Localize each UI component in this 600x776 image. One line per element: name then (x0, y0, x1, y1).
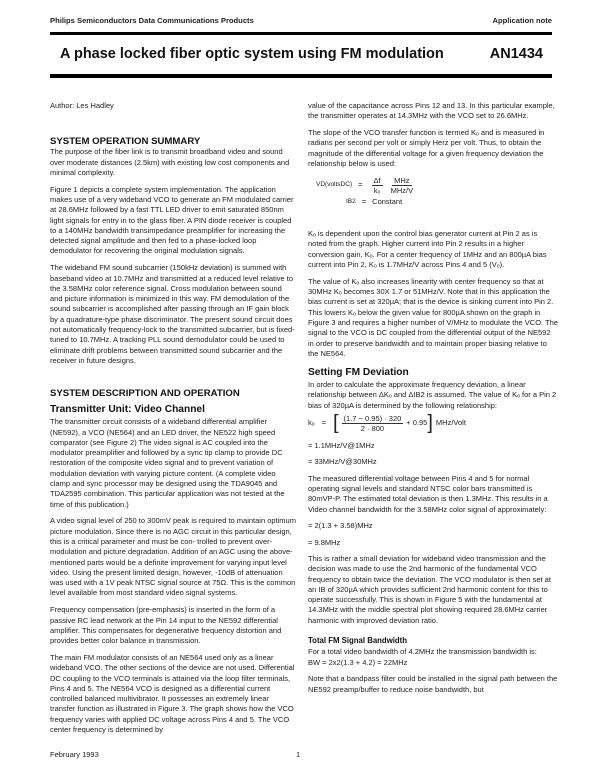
denominator: kₒ (373, 185, 381, 195)
footer-date: February 1993 (50, 750, 99, 759)
eq-lhs: kₒ (308, 417, 315, 427)
paragraph: The main FM modulator consists of an NE564 used only as a linear wideband VCO. The other sections of the device are not used. Differential DC coupling to the VCO terminals is attained via the loop filter terminals, Pins 4 and 5. The NE564 VCO is designed as a differential current controlled balanced multivibrator. It possesses an extremely linear transfer function as illustrated in Figure 3. The graph shows how the VCO frequency varies with applied DC voltage across Pins 4 and 5. The VCO center frequency is determined by (50, 652, 295, 735)
paragraph: A video signal level of 250 to 300mV peak is required to maintain optimum picture modulation. Since there is no AGC circuit in this particular design, this is a critical parameter and must be con- trolled to prevent over-modulation and picture degradation. Addition of an AGC using the above-mentioned parts would be a definite improvement for varying input level video. Using the present limited design, however, -10dB of attenuation was used with a 1V peak NTSC signal source at 75Ω. This is the common level available from most standard video signal systems. (50, 516, 296, 598)
heading-total-fm-bandwidth: Total FM Signal Bandwidth (308, 635, 408, 645)
paragraph: In order to calculate the approximate frequency deviation, a linear relationship between ΔKₒ and ΔIB2 is assumed. The value of Kₒ for a Pin 2 bias of 320µA is determined by the following relationship: (308, 380, 557, 410)
document-title: A phase locked fiber optic system using FM modulation (60, 46, 444, 62)
header-rule (50, 32, 552, 35)
eq-sign: = (321, 417, 326, 427)
result-line: = 1.1MHz/V@1MHz (308, 441, 375, 451)
result-line: = 2(1.3 + 3.58)MHz (308, 521, 373, 531)
eq-sign: = (361, 196, 367, 206)
paragraph: Note that a bandpass filter could be installed in the signal path between the NE592 preamp/buffer to reduce noise bandwidth, but (308, 674, 558, 694)
eq-rhs: Constant (372, 196, 403, 206)
running-header-company: Philips Semiconductors Data Communications Products (50, 16, 254, 25)
paragraph: The purpose of the fiber link is to transmit broadband video and sound over moderate distances (2.5km) with existing low cost components and minimal complexity. (50, 147, 290, 177)
denominator: MHz/V (390, 185, 414, 195)
bandwidth-equation: BW = 2x2(1.3 + 4.2) = 22MHz (308, 657, 408, 667)
paragraph: Frequency compensation (pre-emphasis) is inserted in the form of a passive RC lead network at the Pin 14 input to the NE592 differential amplifier. This compensates for degenerative frequency distortion and provides better color balance in transmission. (50, 605, 282, 646)
paragraph: The slope of the VCO transfer function is termed Kₒ and is measured in radians per second per volt or simply Herz per volt. Thus, to obtain the magnitude of the differential voltage for a given frequency deviation the relationship below is used: (308, 128, 545, 168)
heading-transmitter-unit: Transmitter Unit: Video Channel (50, 404, 205, 416)
numerator: Δf (373, 175, 381, 185)
paragraph: The value of Kₒ also increases linearity with center frequency so that at 30MHz Kₒ becomes 30X 1.7 or 51MHz/V. Note that in this application the bias current is set at 320µA; that is the device is sinking current into Pin 2. This lowers Kₒ below the given value for 800µA shown on the graph in Figure 3 and requires a higher number of V/MHz to modulate the VCO. The signal to the VCO is DC coupled from the differential output of the NE592 in order to preserve bandwidth and to maintain proper biasing relative to the NE564. (308, 276, 558, 358)
eq-lhs: VD(voltsDC) (316, 181, 353, 189)
eq-plus: + 0.95 (406, 417, 428, 427)
paragraph: The transmitter circuit consists of a wideband differential amplifier (NE592), a VCO (NE564) and an LED driver, the NE522 high speed comparator (see Figure 2) The video signal is AC coupled into the modulator preamplifier and followed by a sync tip clamp to provide DC restoration of the composite video signal and to prevent variation of modulation deviation with varying picture content. (A complete video clamp and sync processor may be designed using the TDA9045 and TDA2595 combination. This particular application was not tested at the time of this publication.) (50, 417, 285, 509)
heading-system-description: SYSTEM DESCRIPTION AND OPERATION (50, 388, 240, 400)
left-column (50, 101, 296, 742)
page-number: 1 (296, 750, 301, 759)
paragraph: The wideband FM sound subcarrier (150kHz deviation) is summed with baseband video at 10.7MHz and transmitted at a reduced level relative to the 3.58MHz color reference signal. Cross modulation between sound and picture information is minimized in this way. FM demodulation of the sound subcarrier is accomplished after passing through an IF gain block by a quadrature-type phase discriminator. The present sound circuit does not automatically frequency-lock to the transmitted subcarrier, but is fixed-tuned to 10.7MHz. A tracking PLL sound demodulator could be used to eliminate drift problems between transmitted sound subcarrier and the receiver in future designs. (50, 263, 295, 365)
eq-lhs: IB2 (346, 197, 356, 205)
denominator: 2 · 800 (360, 423, 385, 433)
eq-sign: = (358, 180, 363, 190)
equation-ib2 (346, 197, 558, 207)
numerator: MHz (394, 175, 410, 185)
heading-system-operation-summary: SYSTEM OPERATION SUMMARY (50, 136, 201, 148)
heading-setting-fm-deviation: Setting FM Deviation (308, 367, 409, 379)
fraction (342, 414, 404, 433)
document-id: AN1434 (489, 46, 543, 62)
fraction (372, 176, 383, 195)
equation-vd (316, 176, 558, 195)
author: Author: Les Hadley (50, 101, 114, 110)
paragraph: This is rather a small deviation for wideband video transmission and the decision was made to use the 2nd harmonic of the fundamental VCO frequency to obtain twice the deviation. The VCO modulator is then set at an IB of 320µA which provides sufficient 2nd harmonic content for this to operate successfully. This is shown in Figure 5 with the fundamental at 14.3MHz with the middle spectral plot showing required 28.6MHz carrier harmonic with improved deviation ratio. (308, 553, 551, 625)
title-rule (50, 74, 552, 78)
paragraph: Figure 1 depicts a complete system implementation. The application makes use of a very wideband VCO to generate an FM modulated carrier at 28.6MHz followed by a fast TTL LED driver to emit saturated 850nm light signals for entry in to the glass fiber. A PIN diode receiver is coupled to a 140MHz bandwidth transimpedance preamplifier for increasing the detected signal amplitude and then fed to a phase-locked loop demodulator for recovering the original modulation signals. (50, 184, 294, 256)
paragraph: Kₒ is dependent upon the control bias generator current at Pin 2 as is noted from the graph. Higher current into Pin 2 results in a higher conversion gain, Kₒ. For a center frequency of 1MHz and an 800µA bias current into Pin 2, Kₒ is 1.7MHz/V across Pins 4 and 5 (Vₒ). (308, 229, 547, 269)
running-header-doc-type: Application note (492, 16, 552, 25)
result-line: = 33MHz/V@30MHz (308, 457, 377, 467)
right-bracket: ] (427, 412, 433, 435)
equation-ko (308, 413, 558, 433)
paragraph: For a total video bandwidth of 4.2MHz the transmission bandwidth is: (308, 647, 537, 657)
right-column (308, 101, 558, 701)
eq-unit: MHz/Volt (435, 417, 466, 427)
left-bracket: [ (332, 412, 339, 435)
fraction (389, 176, 416, 195)
paragraph: value of the capacitance across Pins 12 and 13. In this particular example, the transmitter operates at 14.3MHz with the VCO set to 26.6MHz. (308, 101, 555, 121)
result-line: = 9.8MHz (308, 537, 341, 547)
paragraph: The measured differential voltage between Pins 4 and 5 for normal operating signal levels and standard NTSC color bars transmitted is 80mVP-P. The estimated total deviation is then 1.3MHz. This results in a Video channel bandwidth for the 3.58MHz color signal of approximately: (308, 473, 548, 514)
numerator: (1.7 − 0.95) · 320 (343, 413, 402, 423)
